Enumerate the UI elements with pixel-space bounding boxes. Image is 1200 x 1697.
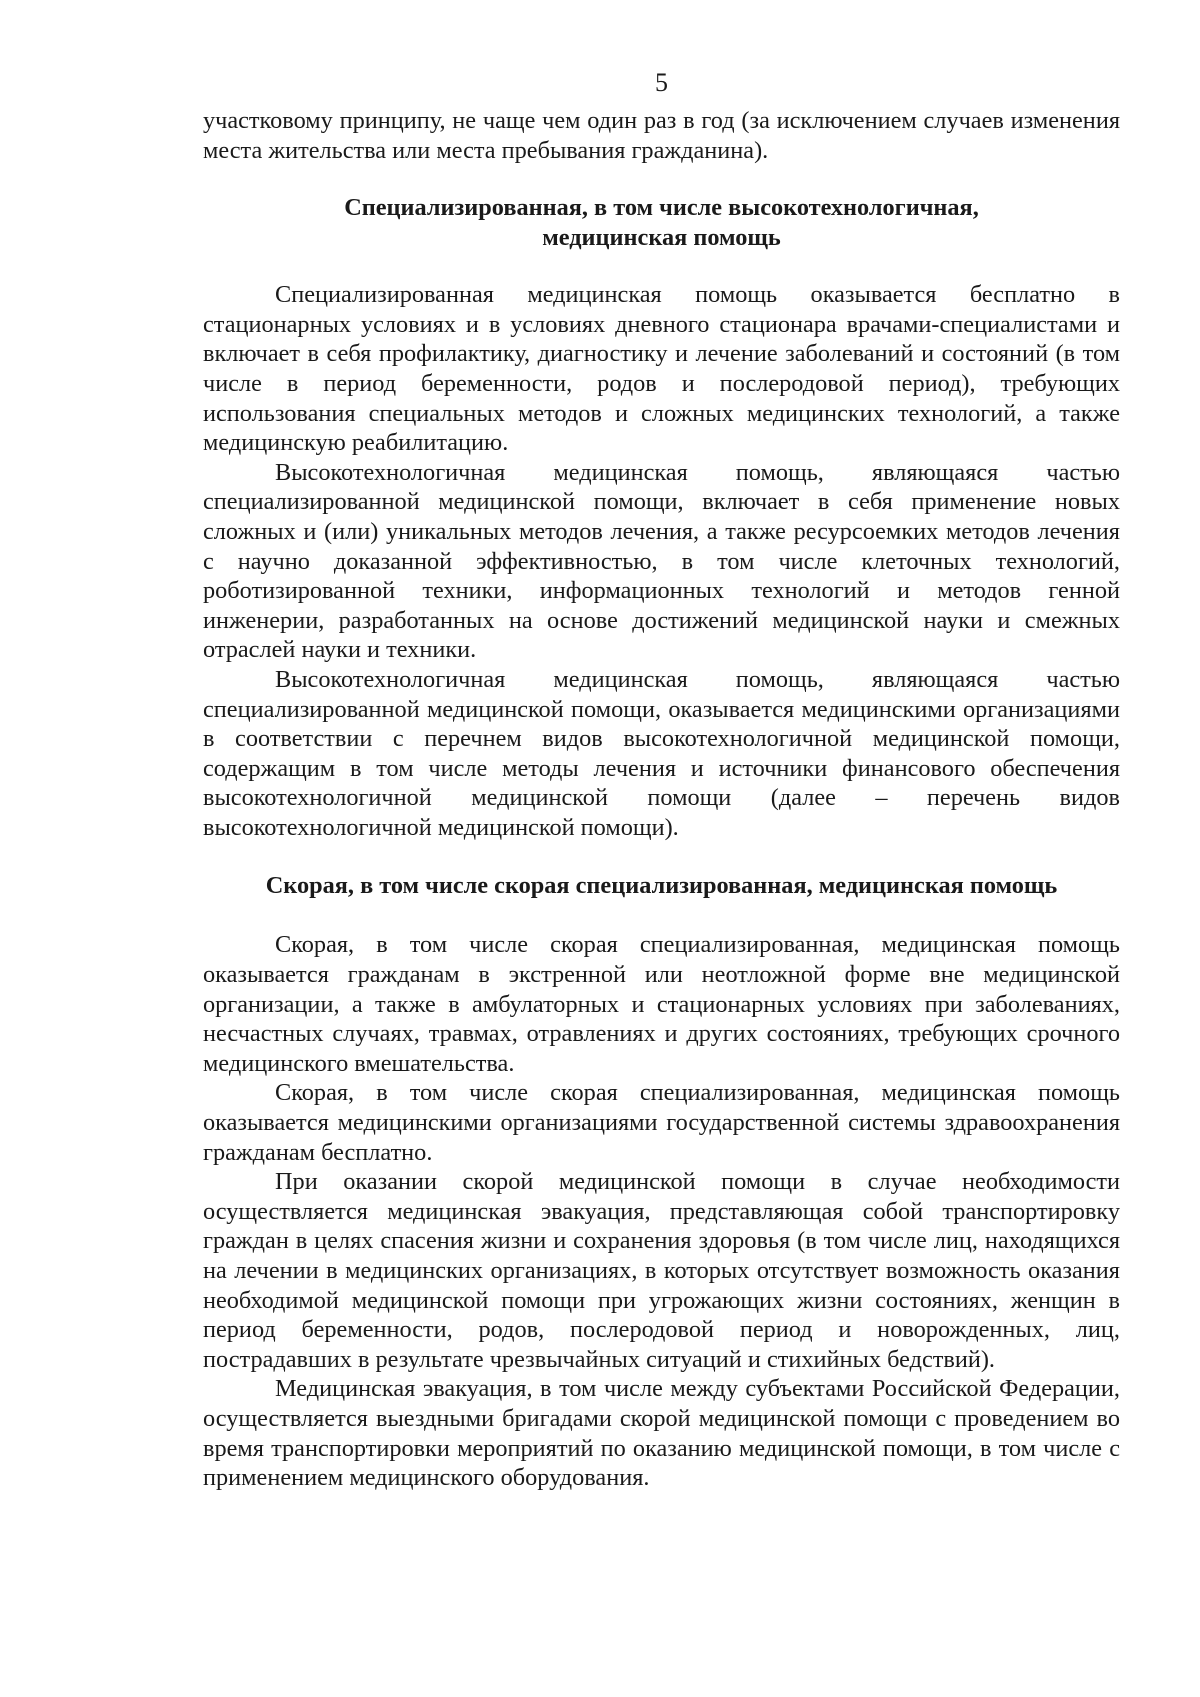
paragraph-medical-evacuation: При оказании скорой медицинской помощи в случае необходимости осуществляется медицинская эвакуация, представляющая собой транспортировку граждан в целях спасения жизни и сохранения здоровья (в том числе лиц, находящихся на лечении в медицинских организациях, в которых отсутствует возможность оказания необходимой медицинской помощи при угрожающих жизни состояниях, женщин в период беременности, родов, послеродовой период и новорожденных, лиц, пострадавших в результате чрезвычайных ситуаций и стихийных бедствий). xyxy=(203,1168,1120,1373)
paragraph-emergency-free: Скорая, в том числе скорая специализированная, медицинская помощь оказывается медицинскими организациями государственной системы здравоохранения гражданам бесплатно. xyxy=(203,1079,1120,1166)
paragraph-high-tech-care: Высокотехнологичная медицинская помощь, являющаяся частью специализированной медицинской помощи, включает в себя применение новых сложных и (или) уникальных методов лечения, а также ресурсоемких методов лечения с научно доказанной эффективностью, в том числе клеточных технологий, роботизированной техники, информационных технологий и методов генной инженерии, разработанных на основе достижений медицинской науки и смежных отраслей науки и техники. xyxy=(203,458,1120,664)
document-page xyxy=(203,66,1120,1493)
paragraph-evacuation-teams: Медицинская эвакуация, в том числе между субъектами Российской Федерации, осуществляется выездными бригадами скорой медицинской помощи с проведением во время транспортировки мероприятий по оказанию медицинской помощи, в том числе с применением медицинского оборудования. xyxy=(203,1375,1120,1492)
section-heading-specialized xyxy=(203,193,1120,253)
paragraph-high-tech-list: Высокотехнологичная медицинская помощь, являющаяся частью специализированной медицинской помощи, оказывается медицинскими организациями в соответствии с перечнем видов высокотехнологичной медицинской помощи, содержащим в том числе методы лечения и источники финансового обеспечения высокотехнологичной медицинской помощи (далее – перечень видов высокотехнологичной медицинской помощи). xyxy=(203,665,1120,841)
paragraph-specialized-care: Специализированная медицинская помощь оказывается бесплатно в стационарных условиях и в условиях дневного стационара врачами-специалистами и включает в себя профилактику, диагностику и лечение заболеваний и состояний (в том числе в период беременности, родов и послеродовой период), требующих использования специальных методов и сложных медицинских технологий, а также медицинскую реабилитацию. xyxy=(203,281,1120,457)
intro-paragraph: участковому принципу, не чаще чем один раз в год (за исключением случаев изменения места жительства или места пребывания гражданина). xyxy=(203,107,1120,164)
page-number: 5 xyxy=(655,68,668,97)
section-heading-line-2: медицинская помощь xyxy=(542,224,781,252)
paragraph-emergency-care: Скорая, в том числе скорая специализированная, медицинская помощь оказывается гражданам в экстренной или неотложной форме вне медицинской организации, а также в амбулаторных и стационарных условиях при заболеваниях, несчастных случаях, травмах, отравлениях и других состояниях, требующих срочного медицинского вмешательства. xyxy=(203,931,1120,1077)
section-heading-emergency: Скорая, в том числе скорая специализированная, медицинская помощь xyxy=(265,872,1058,900)
section-heading-line-1: Специализированная, в том числе высокотехнологичная, xyxy=(344,194,979,222)
